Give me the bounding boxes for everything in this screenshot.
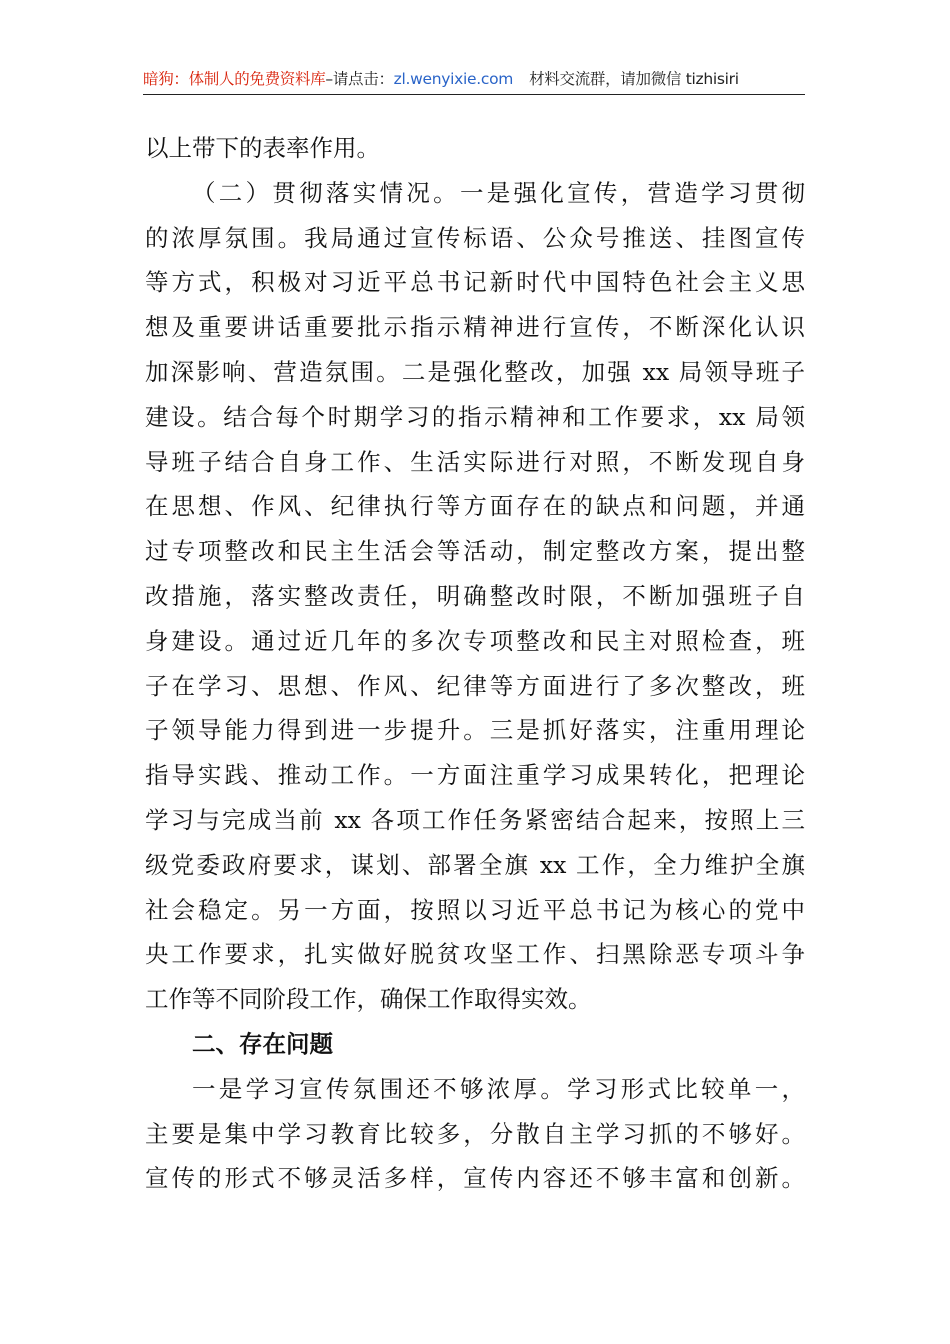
paragraph-line: 加深影响、营造氛围。二是强化整改，加强 xx 局领导班子 [145,357,805,386]
paragraph-line: 在思想、作风、纪律执行等方面存在的缺点和问题，并通 [145,492,805,521]
paragraph-line: 导班子结合自身工作、生活实际进行对照，不断发现自身 [145,447,805,476]
paragraph-line: 身建设。通过近几年的多次专项整改和民主对照检查，班 [145,626,805,655]
document-body [145,126,805,1201]
paragraph-line: 想及重要讲话重要批示指示精神进行宣传，不断深化认识 [145,313,805,342]
paragraph-line: 的浓厚氛围。我局通过宣传标语、公众号推送、挂图宣传 [145,223,805,252]
paragraph-line: 过专项整改和民主生活会等活动，制定整改方案，提出整 [145,537,805,566]
paragraph-line: （二）贯彻落实情况。一是强化宣传，营造学习贯彻 [192,178,805,207]
paragraph-line: 学习与完成当前 xx 各项工作任务紧密结合起来，按照上三 [145,805,805,834]
page-header [143,68,805,95]
header-brand-text: 暗狗：体制人的免费资料库 [143,70,326,88]
paragraph-line: 主要是集中学习教育比较多，分散自主学习抓的不够好。 [145,1119,805,1148]
paragraph-line: 宣传的形式不够灵活多样，宣传内容还不够丰富和创新。 [145,1164,805,1193]
paragraph-line: 以上带下的表率作用。 [145,134,380,162]
paragraph-line: 指导实践、推动工作。一方面注重学习成果转化，把理论 [145,761,805,790]
paragraph-line: 工作等不同阶段工作，确保工作取得实效。 [145,985,592,1014]
paragraph-line: 改措施，落实整改责任，明确整改时限，不断加强班子自 [145,581,805,610]
paragraph-line: 建设。结合每个时期学习的指示精神和工作要求，xx 局领 [145,402,805,431]
section-heading: 二、存在问题 [192,1029,333,1058]
paragraph-line: 央工作要求，扎实做好脱贫攻坚工作、扫黑除恶专项斗争 [145,940,805,969]
paragraph-line: 等方式，积极对习近平总书记新时代中国特色社会主义思 [145,268,805,297]
paragraph-line: 一是学习宣传氛围还不够浓厚。学习形式比较单一， [192,1074,805,1103]
header-prompt-text: –请点击： [325,70,394,88]
paragraph-line: 子在学习、思想、作风、纪律等方面进行了多次整改，班 [145,671,805,700]
paragraph-line: 社会稳定。另一方面，按照以习近平总书记为核心的党中 [145,895,805,924]
header-wechat-text: 材料交流群，请加微信 tizhisiri [529,70,739,88]
header-website-link[interactable]: zl.wenyixie.com [393,70,514,88]
paragraph-line: 子领导能力得到进一步提升。三是抓好落实，注重用理论 [145,716,805,745]
paragraph-line: 级党委政府要求，谋划、部署全旗 xx 工作，全力维护全旗 [145,850,805,879]
